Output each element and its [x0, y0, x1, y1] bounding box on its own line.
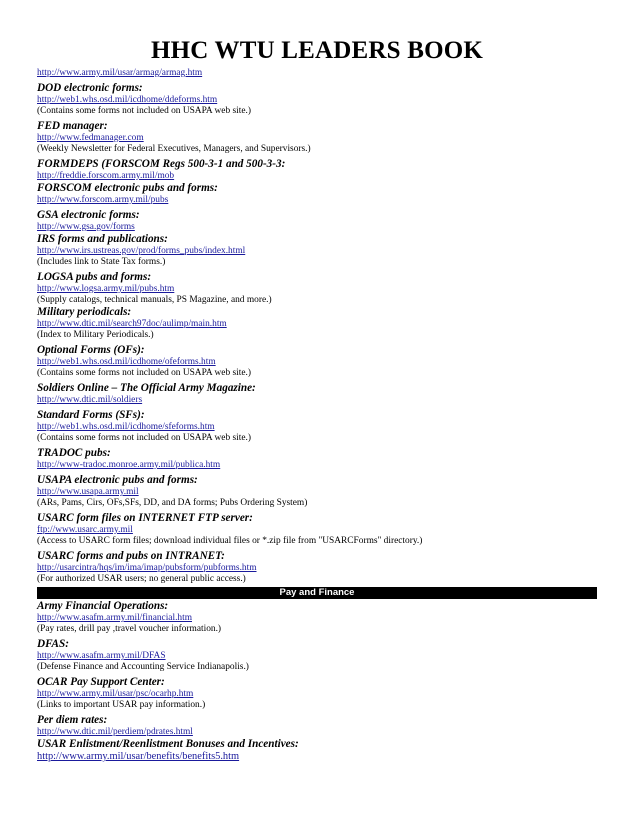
list-item: [37, 714, 597, 738]
entry-title: LOGSA pubs and forms:: [37, 271, 152, 283]
entry-link[interactable]: http://www.dtic.mil/soldiers: [37, 395, 143, 405]
entry-note: (Access to USARC form files; download individual files or *.zip file from "USARCForms" directory.): [37, 536, 423, 546]
entry-title: Per diem rates:: [37, 714, 108, 726]
entry-note: (Includes link to State Tax forms.): [37, 257, 166, 267]
resource-list: [37, 82, 597, 585]
entry-title: Soldiers Online – The Official Army Magazine:: [37, 382, 256, 394]
pay-finance-list: [37, 600, 597, 763]
entry-note: (Contains some forms not included on USAPA web site.): [37, 106, 251, 116]
list-item: [37, 306, 597, 341]
list-item: [37, 447, 597, 471]
entry-title: TRADOC pubs:: [37, 447, 111, 459]
entry-title: Standard Forms (SFs):: [37, 409, 145, 421]
entry-link[interactable]: http://freddie.forscom.army.mil/mob: [37, 171, 175, 181]
list-item: [37, 182, 597, 206]
entry-link[interactable]: http://www.asafm.army.mil/DFAS: [37, 651, 166, 661]
entry-note: (Weekly Newsletter for Federal Executives, Managers, and Supervisors.): [37, 144, 311, 154]
list-item: [37, 233, 597, 268]
entry-title: Optional Forms (OFs):: [37, 344, 145, 356]
entry-note: (ARs, Pams, Cirs, OFs,SFs, DD, and DA forms; Pubs Ordering System): [37, 498, 308, 508]
list-item: [37, 738, 597, 763]
entry-title: DOD electronic forms:: [37, 82, 143, 94]
entry-note: (Index to Military Periodicals.): [37, 330, 154, 340]
entry-link[interactable]: http://web1.whs.osd.mil/icdhome/ddeforms.htm: [37, 95, 218, 105]
entry-link[interactable]: http://www.irs.ustreas.gov/prod/forms_pubs/index.html: [37, 246, 246, 256]
entry-note: (Defense Finance and Accounting Service Indianapolis.): [37, 662, 249, 672]
document-page: [37, 36, 597, 763]
entry-note: (Supply catalogs, technical manuals, PS Magazine, and more.): [37, 295, 272, 305]
list-item: [37, 409, 597, 444]
entry-title: FED manager:: [37, 120, 108, 132]
page-title: HHC WTU LEADERS BOOK: [150, 37, 484, 64]
entry-note: (Links to important USAR pay information.): [37, 700, 206, 710]
entry-note: (Contains some forms not included on USAPA web site.): [37, 433, 251, 443]
list-item: [37, 676, 597, 711]
entry-link[interactable]: http://www.fedmanager.com: [37, 133, 144, 143]
entry-title: USAPA electronic pubs and forms:: [37, 474, 198, 486]
entry-link[interactable]: http://www.gsa.gov/forms: [37, 222, 135, 232]
list-item: [37, 82, 597, 117]
entry-title: IRS forms and publications:: [37, 233, 168, 245]
entry-link[interactable]: ftp://www.usarc.army.mil: [37, 525, 133, 535]
entry-title: USARC form files on INTERNET FTP server:: [37, 512, 253, 524]
entry-link[interactable]: http://www.army.mil/usar/benefits/benefits5.htm: [37, 751, 240, 762]
entry-title: USAR Enlistment/Reenlistment Bonuses and Incentives:: [37, 738, 299, 750]
list-item: [37, 550, 597, 585]
entry-link[interactable]: http://usarcintra/hqs/im/ima/imap/pubsform/pubforms.htm: [37, 563, 257, 573]
section-header-pay-and-finance: Pay and Finance: [37, 587, 597, 599]
list-item: [37, 158, 597, 182]
entry-link[interactable]: http://web1.whs.osd.mil/icdhome/ofeforms.htm: [37, 357, 216, 367]
list-item: [37, 120, 597, 155]
entry-link[interactable]: http://www.dtic.mil/perdiem/pdrates.html: [37, 727, 193, 737]
list-item: [37, 600, 597, 635]
entry-link[interactable]: http://www.asafm.army.mil/financial.htm: [37, 613, 192, 623]
entry-link[interactable]: http://www.usapa.army.mil: [37, 487, 139, 497]
entry-title: DFAS:: [37, 638, 69, 650]
top-link[interactable]: http://www.army.mil/usar/armag/armag.htm: [37, 68, 203, 78]
list-item: [37, 512, 597, 547]
entry-link[interactable]: http://www.logsa.army.mil/pubs.htm: [37, 284, 175, 294]
entry-link[interactable]: http://www.dtic.mil/search97doc/aulimp/main.htm: [37, 319, 227, 329]
entry-title: FORSCOM electronic pubs and forms:: [37, 182, 218, 194]
list-item: [37, 344, 597, 379]
entry-title: Army Financial Operations:: [37, 600, 169, 612]
entry-title: GSA electronic forms:: [37, 209, 140, 221]
list-item: [37, 638, 597, 673]
entry-title: FORMDEPS (FORSCOM Regs 500-3-1 and 500-3-3:: [37, 158, 286, 170]
entry-title: Military periodicals:: [37, 306, 132, 318]
entry-note: (For authorized USAR users; no general public access.): [37, 574, 246, 584]
entry-link[interactable]: http://www-tradoc.monroe.army.mil/publica.htm: [37, 460, 221, 470]
entry-note: (Contains some forms not included on USAPA web site.): [37, 368, 251, 378]
list-item: [37, 382, 597, 406]
entry-title: USARC forms and pubs on INTRANET:: [37, 550, 225, 562]
entry-title: OCAR Pay Support Center:: [37, 676, 165, 688]
entry-link[interactable]: http://www.army.mil/usar/psc/ocarhp.htm: [37, 689, 194, 699]
list-item: [37, 271, 597, 306]
entry-link[interactable]: http://www.forscom.army.mil/pubs: [37, 195, 169, 205]
entry-link[interactable]: http://web1.whs.osd.mil/icdhome/sfeforms.htm: [37, 422, 215, 432]
list-item: [37, 474, 597, 509]
entry-note: (Pay rates, drill pay ,travel voucher information.): [37, 624, 222, 634]
list-item: [37, 209, 597, 233]
